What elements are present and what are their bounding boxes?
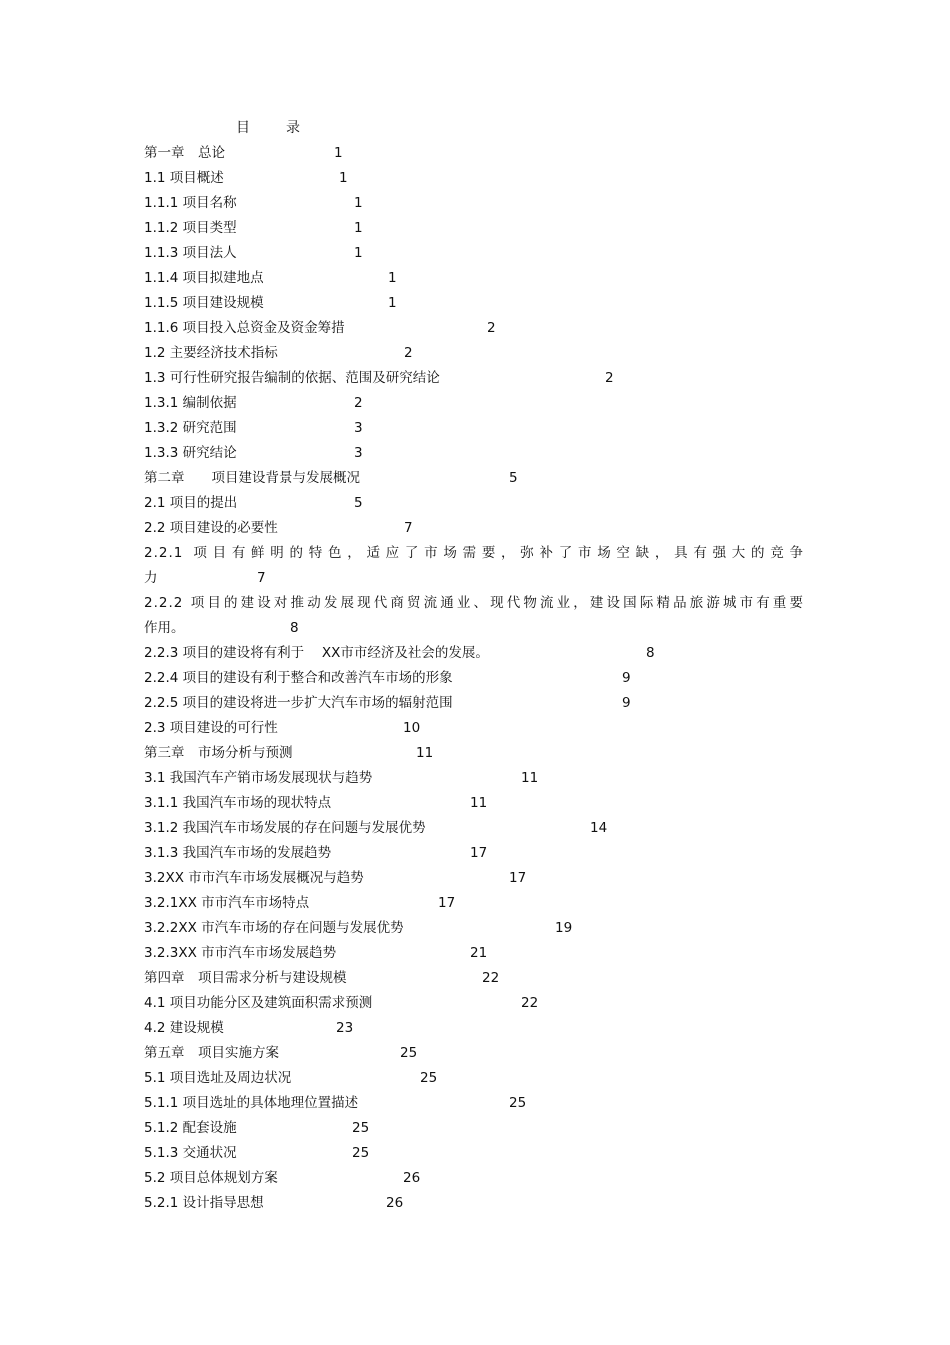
toc-entry-title-line-2: 作用。 — [144, 620, 185, 636]
toc-entry-page-number: 22 — [521, 995, 539, 1011]
toc-entry — [144, 716, 824, 741]
toc-entry-page-number: 1 — [354, 220, 363, 236]
toc-entry-page-number: 22 — [482, 970, 500, 986]
toc-entry-page-number: 23 — [336, 1020, 354, 1036]
toc-entry-title: 1.2 主要经济技术指标 — [144, 345, 278, 361]
toc-entry-title: 4.2 建设规模 — [144, 1020, 224, 1036]
toc-entry-title: 1.3.2 研究范围 — [144, 420, 237, 436]
toc-entry — [144, 1191, 824, 1216]
toc-entry-page-number: 5 — [509, 470, 518, 486]
toc-entry-title: 5.2 项目总体规划方案 — [144, 1170, 278, 1186]
toc-entry-page-number: 17 — [438, 895, 456, 911]
toc-entry — [144, 541, 824, 591]
toc-entry-title: 3.1.1 我国汽车市场的现状特点 — [144, 795, 332, 811]
toc-entry-title: 4.1 项目功能分区及建筑面积需求预测 — [144, 995, 373, 1011]
toc-entry-title: 5.1.2 配套设施 — [144, 1120, 237, 1136]
toc-entry-page-number: 9 — [622, 670, 631, 686]
toc-entry-page-number: 2 — [354, 395, 363, 411]
toc-entry — [144, 1066, 824, 1091]
toc-entry-title: 1.1.5 项目建设规模 — [144, 295, 264, 311]
toc-entry-page-number: 7 — [257, 570, 266, 586]
toc-entry — [144, 416, 824, 441]
toc-entry-page-number: 8 — [646, 645, 655, 661]
toc-entry — [144, 341, 824, 366]
toc-entry — [144, 1041, 824, 1066]
toc-entry-title: 1.1 项目概述 — [144, 170, 224, 186]
toc-entry-title: 第一章 总论 — [144, 145, 225, 161]
table-of-contents — [144, 141, 824, 1216]
toc-entry-page-number: 21 — [470, 945, 488, 961]
toc-entry-title: 2.2.5 项目的建设将进一步扩大汽车市场的辐射范围 — [144, 695, 453, 711]
toc-entry-page-number: 1 — [354, 195, 363, 211]
toc-entry-page-number: 1 — [388, 270, 397, 286]
toc-entry-title: 2.2 项目建设的必要性 — [144, 520, 278, 536]
toc-entry — [144, 791, 824, 816]
toc-entry-page-number: 14 — [590, 820, 608, 836]
toc-entry-page-number: 3 — [354, 445, 363, 461]
toc-title-char-2: 录 — [286, 120, 300, 136]
toc-entry — [144, 1016, 824, 1041]
toc-entry-page-number: 26 — [386, 1195, 404, 1211]
toc-entry-page-number: 17 — [509, 870, 527, 886]
toc-entry — [144, 816, 824, 841]
toc-entry-title: 2.2.4 项目的建设有利于整合和改善汽车市场的形象 — [144, 670, 453, 686]
toc-title — [236, 116, 300, 140]
toc-entry — [144, 391, 824, 416]
toc-entry-page-number: 2 — [487, 320, 496, 336]
toc-entry-page-number: 10 — [403, 720, 421, 736]
toc-entry-title: 2.2.3 项目的建设将有利于 XX市市经济及社会的发展。 — [144, 645, 489, 661]
toc-entry-page-number: 1 — [388, 295, 397, 311]
toc-entry-page-number: 25 — [509, 1095, 527, 1111]
toc-entry-page-number: 7 — [404, 520, 413, 536]
toc-entry-page-number: 17 — [470, 845, 488, 861]
toc-entry-title: 第四章 项目需求分析与建设规模 — [144, 970, 347, 986]
toc-entry-title: 1.1.6 项目投入总资金及资金筹措 — [144, 320, 345, 336]
toc-entry-page-number: 1 — [334, 145, 343, 161]
toc-entry-page-number: 9 — [622, 695, 631, 711]
toc-entry-title: 2.3 项目建设的可行性 — [144, 720, 278, 736]
toc-entry-title: 3.1.2 我国汽车市场发展的存在问题与发展优势 — [144, 820, 426, 836]
toc-entry-title-line-2: 力 — [144, 570, 158, 586]
toc-entry — [144, 491, 824, 516]
toc-entry — [144, 1116, 824, 1141]
toc-entry — [144, 866, 824, 891]
toc-entry — [144, 141, 824, 166]
toc-entry-page-number: 3 — [354, 420, 363, 436]
toc-entry — [144, 266, 824, 291]
toc-title-char-1: 目 — [236, 120, 250, 136]
toc-entry-title: 3.2.1XX 市市汽车市场特点 — [144, 895, 310, 911]
toc-entry-title: 3.1.3 我国汽车市场的发展趋势 — [144, 845, 332, 861]
toc-entry-title: 5.2.1 设计指导思想 — [144, 1195, 264, 1211]
toc-entry-page-number: 25 — [352, 1120, 370, 1136]
toc-entry-page-number: 2 — [605, 370, 614, 386]
toc-entry — [144, 991, 824, 1016]
toc-entry-page-number: 1 — [354, 245, 363, 261]
toc-entry — [144, 516, 824, 541]
toc-entry — [144, 591, 824, 641]
toc-entry — [144, 166, 824, 191]
toc-entry — [144, 441, 824, 466]
toc-entry-title: 3.1 我国汽车产销市场发展现状与趋势 — [144, 770, 373, 786]
toc-entry — [144, 741, 824, 766]
toc-entry-title: 第二章 项目建设背景与发展概况 — [144, 470, 360, 486]
toc-entry-page-number: 25 — [400, 1045, 418, 1061]
toc-entry — [144, 916, 824, 941]
toc-entry — [144, 216, 824, 241]
toc-entry-title: 1.1.1 项目名称 — [144, 195, 237, 211]
toc-entry-title: 3.2XX 市市汽车市场发展概况与趋势 — [144, 870, 364, 886]
toc-entry-page-number: 1 — [339, 170, 348, 186]
toc-entry-title: 1.1.2 项目类型 — [144, 220, 237, 236]
toc-entry-page-number: 11 — [470, 795, 488, 811]
toc-entry — [144, 766, 824, 791]
toc-entry-title: 第三章 市场分析与预测 — [144, 745, 293, 761]
toc-entry-title: 1.1.4 项目拟建地点 — [144, 270, 264, 286]
toc-entry-title: 5.1.1 项目选址的具体地理位置描述 — [144, 1095, 359, 1111]
toc-entry — [144, 316, 824, 341]
toc-entry — [144, 641, 824, 666]
toc-entry — [144, 366, 824, 391]
toc-entry-title: 5.1 项目选址及周边状况 — [144, 1070, 292, 1086]
toc-entry-page-number: 8 — [290, 620, 299, 636]
toc-entry — [144, 966, 824, 991]
toc-entry — [144, 241, 824, 266]
toc-entry — [144, 466, 824, 491]
toc-entry-title-line-1: 2.2.1 项目有鲜明的特色，适应了市场需要，弥补了市场空缺，具有强大的竞争 — [144, 545, 804, 561]
toc-entry-title: 1.1.3 项目法人 — [144, 245, 237, 261]
toc-entry — [144, 1166, 824, 1191]
toc-entry-page-number: 11 — [521, 770, 539, 786]
toc-entry-title: 1.3.1 编制依据 — [144, 395, 237, 411]
toc-entry-title: 2.1 项目的提出 — [144, 495, 238, 511]
toc-entry-page-number: 19 — [555, 920, 573, 936]
toc-entry-title: 3.2.2XX 市汽车市场的存在问题与发展优势 — [144, 920, 404, 936]
toc-entry-title: 1.3.3 研究结论 — [144, 445, 237, 461]
toc-entry-page-number: 25 — [352, 1145, 370, 1161]
toc-entry — [144, 191, 824, 216]
toc-entry — [144, 291, 824, 316]
toc-entry — [144, 941, 824, 966]
toc-entry — [144, 841, 824, 866]
toc-entry-page-number: 26 — [403, 1170, 421, 1186]
toc-entry-title: 第五章 项目实施方案 — [144, 1045, 279, 1061]
toc-entry-title: 3.2.3XX 市市汽车市场发展趋势 — [144, 945, 337, 961]
toc-entry-page-number: 5 — [354, 495, 363, 511]
toc-entry-title: 1.3 可行性研究报告编制的依据、范围及研究结论 — [144, 370, 440, 386]
toc-entry — [144, 666, 824, 691]
toc-entry-page-number: 25 — [420, 1070, 438, 1086]
toc-entry-title: 5.1.3 交通状况 — [144, 1145, 237, 1161]
toc-entry — [144, 691, 824, 716]
toc-entry — [144, 1091, 824, 1116]
toc-entry — [144, 891, 824, 916]
toc-entry-title-line-1: 2.2.2 项目的建设对推动发展现代商贸流通业、现代物流业，建设国际精品旅游城市有重要 — [144, 595, 804, 611]
toc-entry — [144, 1141, 824, 1166]
toc-entry-page-number: 11 — [416, 745, 434, 761]
toc-entry-page-number: 2 — [404, 345, 413, 361]
